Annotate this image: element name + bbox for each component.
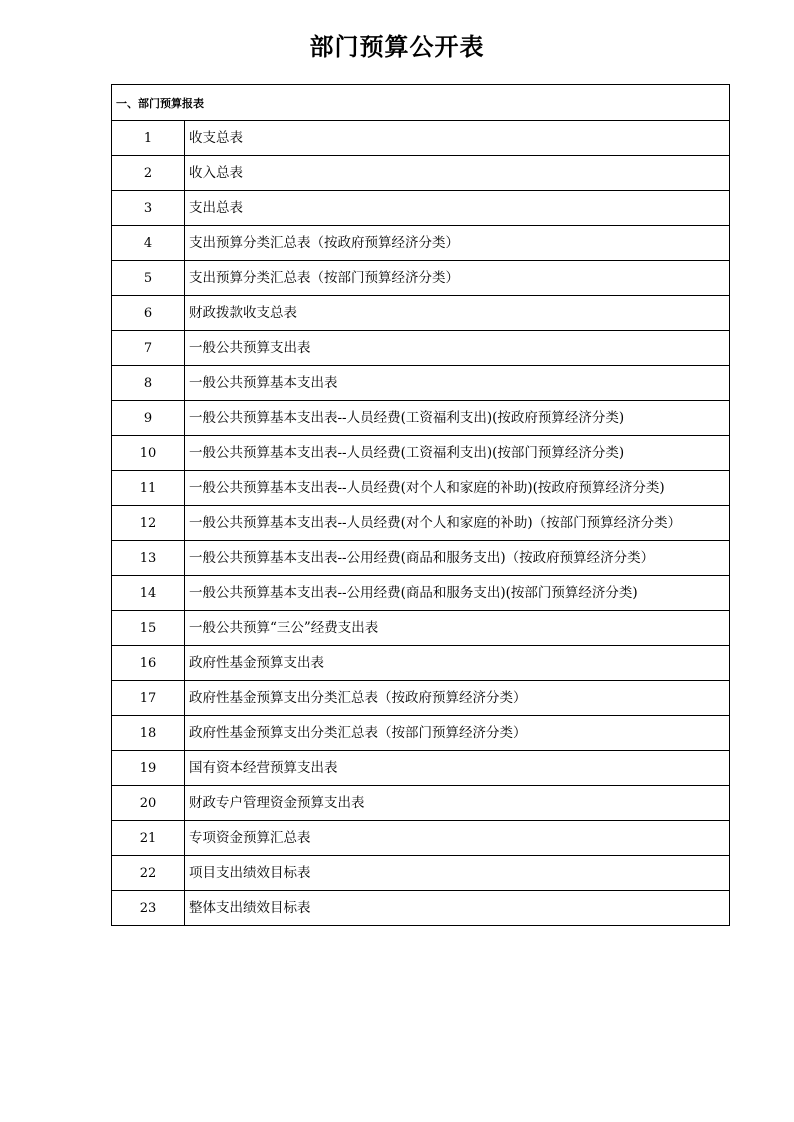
report-name: 一般公共预算基本支出表--人员经费(工资福利支出)(按部门预算经济分类) xyxy=(185,436,730,471)
report-name: 一般公共预算支出表 xyxy=(185,331,730,366)
row-number: 5 xyxy=(112,261,185,296)
table-row xyxy=(112,261,730,296)
row-number: 21 xyxy=(112,821,185,856)
row-number: 20 xyxy=(112,786,185,821)
row-number: 2 xyxy=(112,156,185,191)
row-number: 15 xyxy=(112,611,185,646)
report-name: 一般公共预算基本支出表--人员经费(工资福利支出)(按政府预算经济分类) xyxy=(185,401,730,436)
report-name: 一般公共预算“三公”经费支出表 xyxy=(185,611,730,646)
report-name: 项目支出绩效目标表 xyxy=(185,856,730,891)
row-number: 11 xyxy=(112,471,185,506)
report-name: 收入总表 xyxy=(185,156,730,191)
report-name: 整体支出绩效目标表 xyxy=(185,891,730,926)
table-row xyxy=(112,436,730,471)
row-number: 17 xyxy=(112,681,185,716)
row-number: 1 xyxy=(112,121,185,156)
report-name: 一般公共预算基本支出表--公用经费(商品和服务支出)(按部门预算经济分类) xyxy=(185,576,730,611)
row-number: 19 xyxy=(112,751,185,786)
row-number: 10 xyxy=(112,436,185,471)
table-row xyxy=(112,506,730,541)
table-body xyxy=(112,85,730,926)
report-name: 财政拨款收支总表 xyxy=(185,296,730,331)
table-row xyxy=(112,156,730,191)
table-row xyxy=(112,191,730,226)
report-name: 国有资本经营预算支出表 xyxy=(185,751,730,786)
row-number: 23 xyxy=(112,891,185,926)
section-header-row xyxy=(112,85,730,121)
report-name: 政府性基金预算支出分类汇总表（按政府预算经济分类） xyxy=(185,681,730,716)
table-row xyxy=(112,541,730,576)
report-name: 收支总表 xyxy=(185,121,730,156)
table-row xyxy=(112,366,730,401)
table-row xyxy=(112,751,730,786)
report-name: 专项资金预算汇总表 xyxy=(185,821,730,856)
report-name: 一般公共预算基本支出表--人员经费(对个人和家庭的补助)(按政府预算经济分类) xyxy=(185,471,730,506)
table-row xyxy=(112,296,730,331)
table-row xyxy=(112,786,730,821)
report-name: 支出预算分类汇总表（按政府预算经济分类） xyxy=(185,226,730,261)
table-row xyxy=(112,576,730,611)
row-number: 18 xyxy=(112,716,185,751)
row-number: 13 xyxy=(112,541,185,576)
row-number: 3 xyxy=(112,191,185,226)
row-number: 4 xyxy=(112,226,185,261)
row-number: 14 xyxy=(112,576,185,611)
report-name: 政府性基金预算支出表 xyxy=(185,646,730,681)
table-row xyxy=(112,891,730,926)
row-number: 22 xyxy=(112,856,185,891)
page-title: 部门预算公开表 xyxy=(309,33,485,61)
row-number: 6 xyxy=(112,296,185,331)
section-header: 一、部门预算报表 xyxy=(112,85,730,121)
report-name: 一般公共预算基本支出表--公用经费(商品和服务支出)（按政府预算经济分类） xyxy=(185,541,730,576)
report-name: 一般公共预算基本支出表 xyxy=(185,366,730,401)
table-row xyxy=(112,856,730,891)
table-row xyxy=(112,471,730,506)
row-number: 16 xyxy=(112,646,185,681)
report-name: 一般公共预算基本支出表--人员经费(对个人和家庭的补助)（按部门预算经济分类） xyxy=(185,506,730,541)
report-name: 政府性基金预算支出分类汇总表（按部门预算经济分类） xyxy=(185,716,730,751)
report-name: 支出预算分类汇总表（按部门预算经济分类） xyxy=(185,261,730,296)
row-number: 9 xyxy=(112,401,185,436)
table-row xyxy=(112,821,730,856)
table-row xyxy=(112,611,730,646)
row-number: 7 xyxy=(112,331,185,366)
table-row xyxy=(112,121,730,156)
report-name: 支出总表 xyxy=(185,191,730,226)
table-row xyxy=(112,681,730,716)
row-number: 8 xyxy=(112,366,185,401)
table-row xyxy=(112,401,730,436)
table-row xyxy=(112,716,730,751)
row-number: 12 xyxy=(112,506,185,541)
table-row xyxy=(112,331,730,366)
budget-report-table xyxy=(111,84,730,926)
table-row xyxy=(112,646,730,681)
table-row xyxy=(112,226,730,261)
report-name: 财政专户管理资金预算支出表 xyxy=(185,786,730,821)
